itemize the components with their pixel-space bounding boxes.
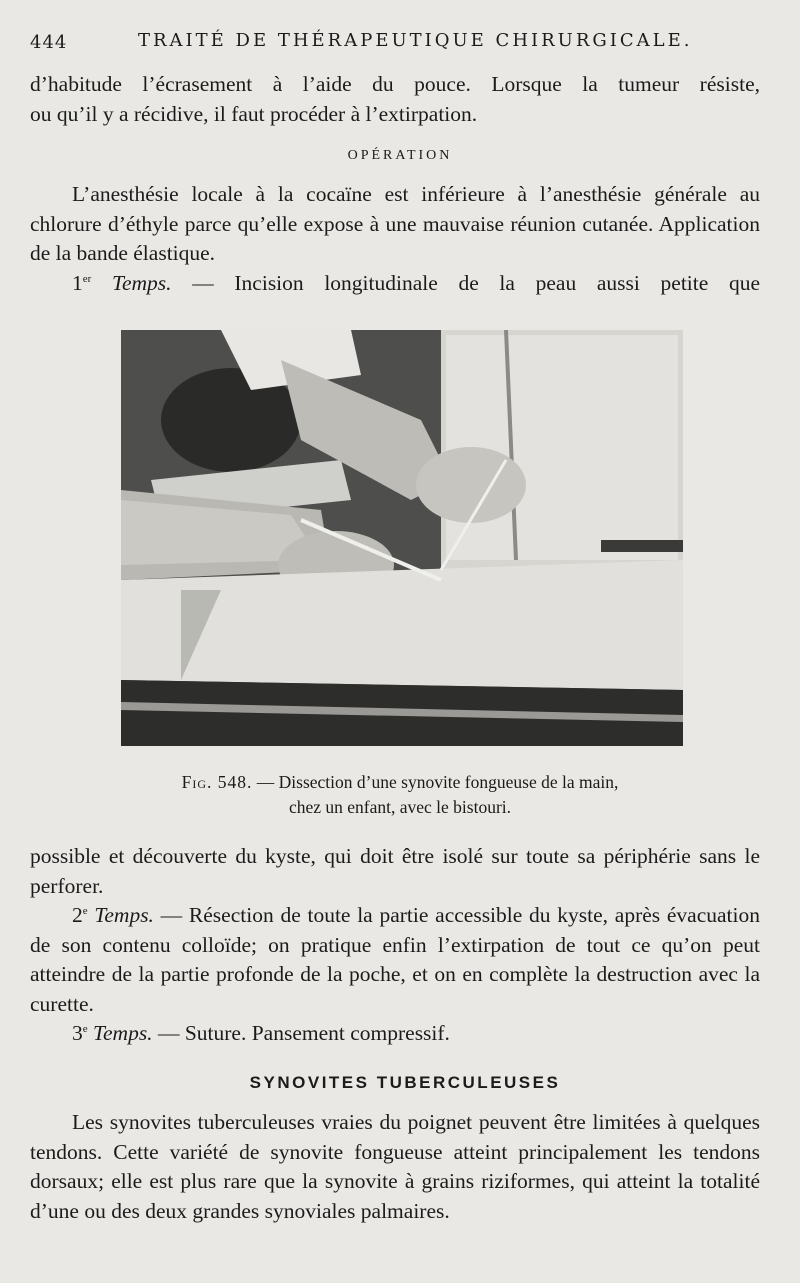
temps-1-dash: — xyxy=(171,270,235,295)
top-text-line-2: ou qu’il y a récidive, il faut procéder à l’extirpation. xyxy=(30,101,478,126)
caption-text: — Dissection d’une synovite fongueuse de la main, xyxy=(252,772,619,792)
caption-label: Fig. 548. xyxy=(181,772,253,792)
temps-2-number: 2 xyxy=(72,903,83,927)
temps-2-paragraph xyxy=(30,901,760,1019)
temps-3-number: 3 xyxy=(72,1021,83,1045)
temps-1-number: 1 xyxy=(72,270,83,295)
continuation-paragraph: possible et découverte du kyste, qui doit être isolé sur toute sa périphérie sans le perforer. xyxy=(30,844,760,898)
header-title: TRAITÉ DE THÉRAPEUTIQUE CHIRURGICALE. xyxy=(138,30,693,51)
operation-paragraph: L’anesthésie locale à la cocaïne est inférieure à l’anesthésie générale au chlorure d’éthyle parce qu’elle expose à une mauvaise réunion cutanée. Application de la bande élastique. xyxy=(30,182,760,265)
temps-3-superscript: e xyxy=(82,1022,88,1035)
page-number: 444 xyxy=(30,32,68,53)
temps-1-paragraph xyxy=(30,269,760,299)
synovites-section xyxy=(30,1108,760,1226)
top-text-line-1: d’habitude l’écrasement à l’aide du pouce. Lorsque la tumeur résiste, xyxy=(30,72,760,96)
synovites-paragraph: Les synovites tuberculeuses vraies du poignet peuvent être limitées à quelques tendons. Cette variété de synovite fongueuse atteint principalement les tendons dorsaux; elle est plus rare que la synovite à grains riziformes, qui atteint la totalité d’une ou des deux grandes synoviales palmaires. xyxy=(30,1110,760,1223)
surgery-photo-illustration xyxy=(121,330,683,746)
temps-3-dash: — xyxy=(152,1021,185,1045)
temps-2-label: Temps. xyxy=(94,903,154,927)
synovites-heading: SYNOVITES TUBERCULEUSES xyxy=(249,1073,561,1092)
figure-photograph xyxy=(121,330,683,746)
temps-1-text: Incision longitudinale de la peau aussi petite que xyxy=(234,270,761,295)
temps-1-superscript: er xyxy=(82,272,92,285)
running-head xyxy=(30,26,760,56)
temps-section xyxy=(30,842,760,1049)
operation-section xyxy=(30,180,760,298)
temps-3-text: Suture. Pansement compressif. xyxy=(184,1021,450,1045)
temps-1-label: Temps. xyxy=(111,270,172,295)
figure-caption xyxy=(100,770,700,820)
temps-2-dash: — xyxy=(153,903,189,927)
temps-3-paragraph xyxy=(30,1019,760,1049)
operation-heading: OPÉRATION xyxy=(347,148,453,163)
top-text xyxy=(30,70,760,129)
temps-2-superscript: e xyxy=(82,904,88,917)
temps-3-label: Temps. xyxy=(93,1021,153,1045)
caption-line-2: chez un enfant, avec le bistouri. xyxy=(288,797,512,817)
temps-2-text: Résection de toute la partie accessible du kyste, après évacuation de son contenu colloïde; on pratique enfin l’extirpation de tout ce qu’on peut atteindre de la partie profonde de la poche, et on en complète la destruction avec la curette. xyxy=(30,903,761,1016)
caption-line-1 xyxy=(100,770,700,795)
